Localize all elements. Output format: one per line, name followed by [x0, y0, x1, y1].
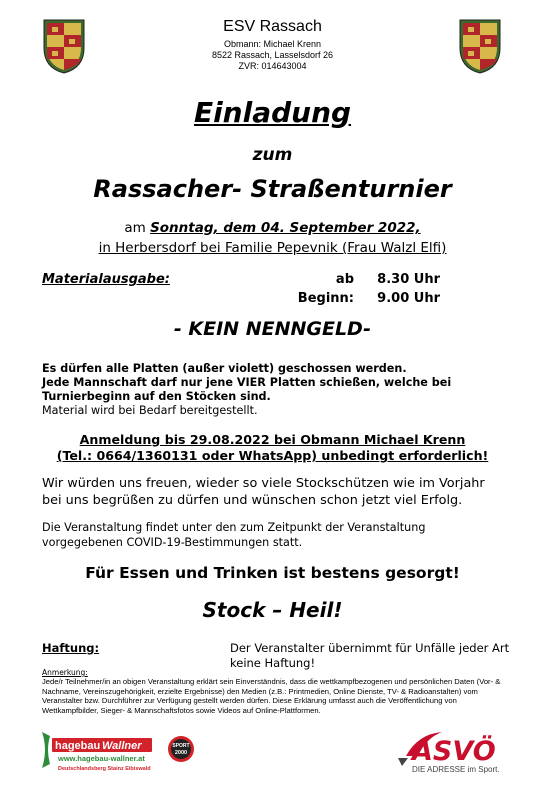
asvo-brand: ASVÖ: [412, 736, 496, 767]
club-address: 8522 Rassach, Lasselsdorf 26: [211, 50, 334, 60]
liability-label: Haftung:: [42, 641, 100, 655]
material-row: [282, 291, 440, 306]
title-event: Rassacher- Straßenturnier: [93, 175, 452, 203]
hagebau-locations: Deutschlandsberg Stainz Eibiswald: [58, 766, 151, 772]
stock-heil: Stock – Heil!: [202, 598, 343, 622]
covid-line: Die Veranstaltung findet unter den zum Zeitpunkt der Veranstaltung: [42, 521, 426, 534]
registration-line: Anmeldung bis 29.08.2022 bei Obmann Michael Krenn: [79, 432, 466, 447]
rules-line: Material wird bei Bedarf bereitgestellt.: [42, 404, 258, 417]
welcome-line: Wir würden uns freuen, wieder so viele Stockschützen wie im Vorjahr: [42, 476, 485, 491]
rules-line: Es dürfen alle Platten (außer violett) geschossen werden.: [42, 362, 407, 375]
hagebau-wallner-logo: [40, 730, 200, 772]
material-row-value: 9.00 Uhr: [377, 291, 440, 306]
title-zum: zum: [252, 145, 293, 165]
title-einladung: Einladung: [193, 96, 352, 129]
material-row-value: 8.30 Uhr: [377, 272, 440, 287]
material-row: [282, 272, 440, 287]
date-prefix: am: [124, 220, 151, 236]
event-date: Sonntag, dem 04. September 2022,: [150, 220, 421, 236]
liability-text: [230, 641, 520, 671]
club-name: ESV Rassach: [223, 18, 322, 35]
rules-line: Jede Mannschaft darf nur jene VIER Platten schießen, welche bei: [42, 376, 452, 389]
material-label: Materialausgabe:: [42, 272, 171, 287]
asvo-logo: [398, 726, 518, 774]
hagebau-brand: hagebau: [55, 740, 101, 752]
wallner-brand: Wallner: [102, 740, 142, 752]
material-row-key: Beginn:: [297, 291, 354, 306]
asvo-tagline: DIE ADRESSE im Sport.: [412, 765, 500, 774]
note-label: Anmerkung:: [42, 668, 88, 677]
liability-line: keine Haftung!: [230, 656, 316, 670]
food-notice: Für Essen und Trinken ist bestens gesorgt!: [85, 564, 460, 582]
club-obmann: Obmann: Michael Krenn: [223, 39, 322, 49]
welcome-line: bei uns begrüßen zu dürfen und wünschen schon jetzt viel Erfolg.: [42, 493, 463, 508]
sport-badge-year: 2000: [174, 750, 188, 756]
rules-line: Turnierbeginn auf den Stöcken sind.: [42, 390, 271, 403]
club-zvr: ZVR: 014643004: [238, 61, 307, 71]
hagebau-url: www.hagebau-wallner.at: [58, 754, 145, 763]
sport-badge-top: SPORT: [172, 743, 190, 749]
registration-line: (Tel.: 0664/1360131 oder WhatsApp) unbedingt erforderlich!: [56, 448, 489, 463]
material-row-key: ab: [335, 272, 354, 287]
kein-nenngeld: - KEIN NENNGELD-: [173, 318, 372, 340]
liability-line: Der Veranstalter übernimmt für Unfälle jeder Art: [230, 641, 510, 655]
event-date-line: [0, 220, 545, 236]
event-location: in Herbersdorf bei Familie Pepevnik (Frau Walzl Elfi): [98, 240, 447, 256]
covid-line: vorgegebenen COVID-19-Bestimmungen statt.: [42, 536, 303, 549]
note-text: Jede/r Teilnehmer/in an obigen Veranstaltung erklärt sein Einverständnis, dass die wettkampfbezogenen und persönlichen Daten (Vor- & Nachname, Vereinszugehörigkeit, erzielte Ergebnisse) den Medien (z.B.: Printmedien, Online Dienste, TV- & Radioanstalten) vom Veranstalter bzw. Durchführer zur Verfügung gestellt werden dürfen. Diese Erklärung umfasst auch die Veröffentlichung von Wettkampfbilder, Sieger- & Mannschaftsfotos sowie Videos auf Online-Plattformen.: [42, 677, 501, 715]
